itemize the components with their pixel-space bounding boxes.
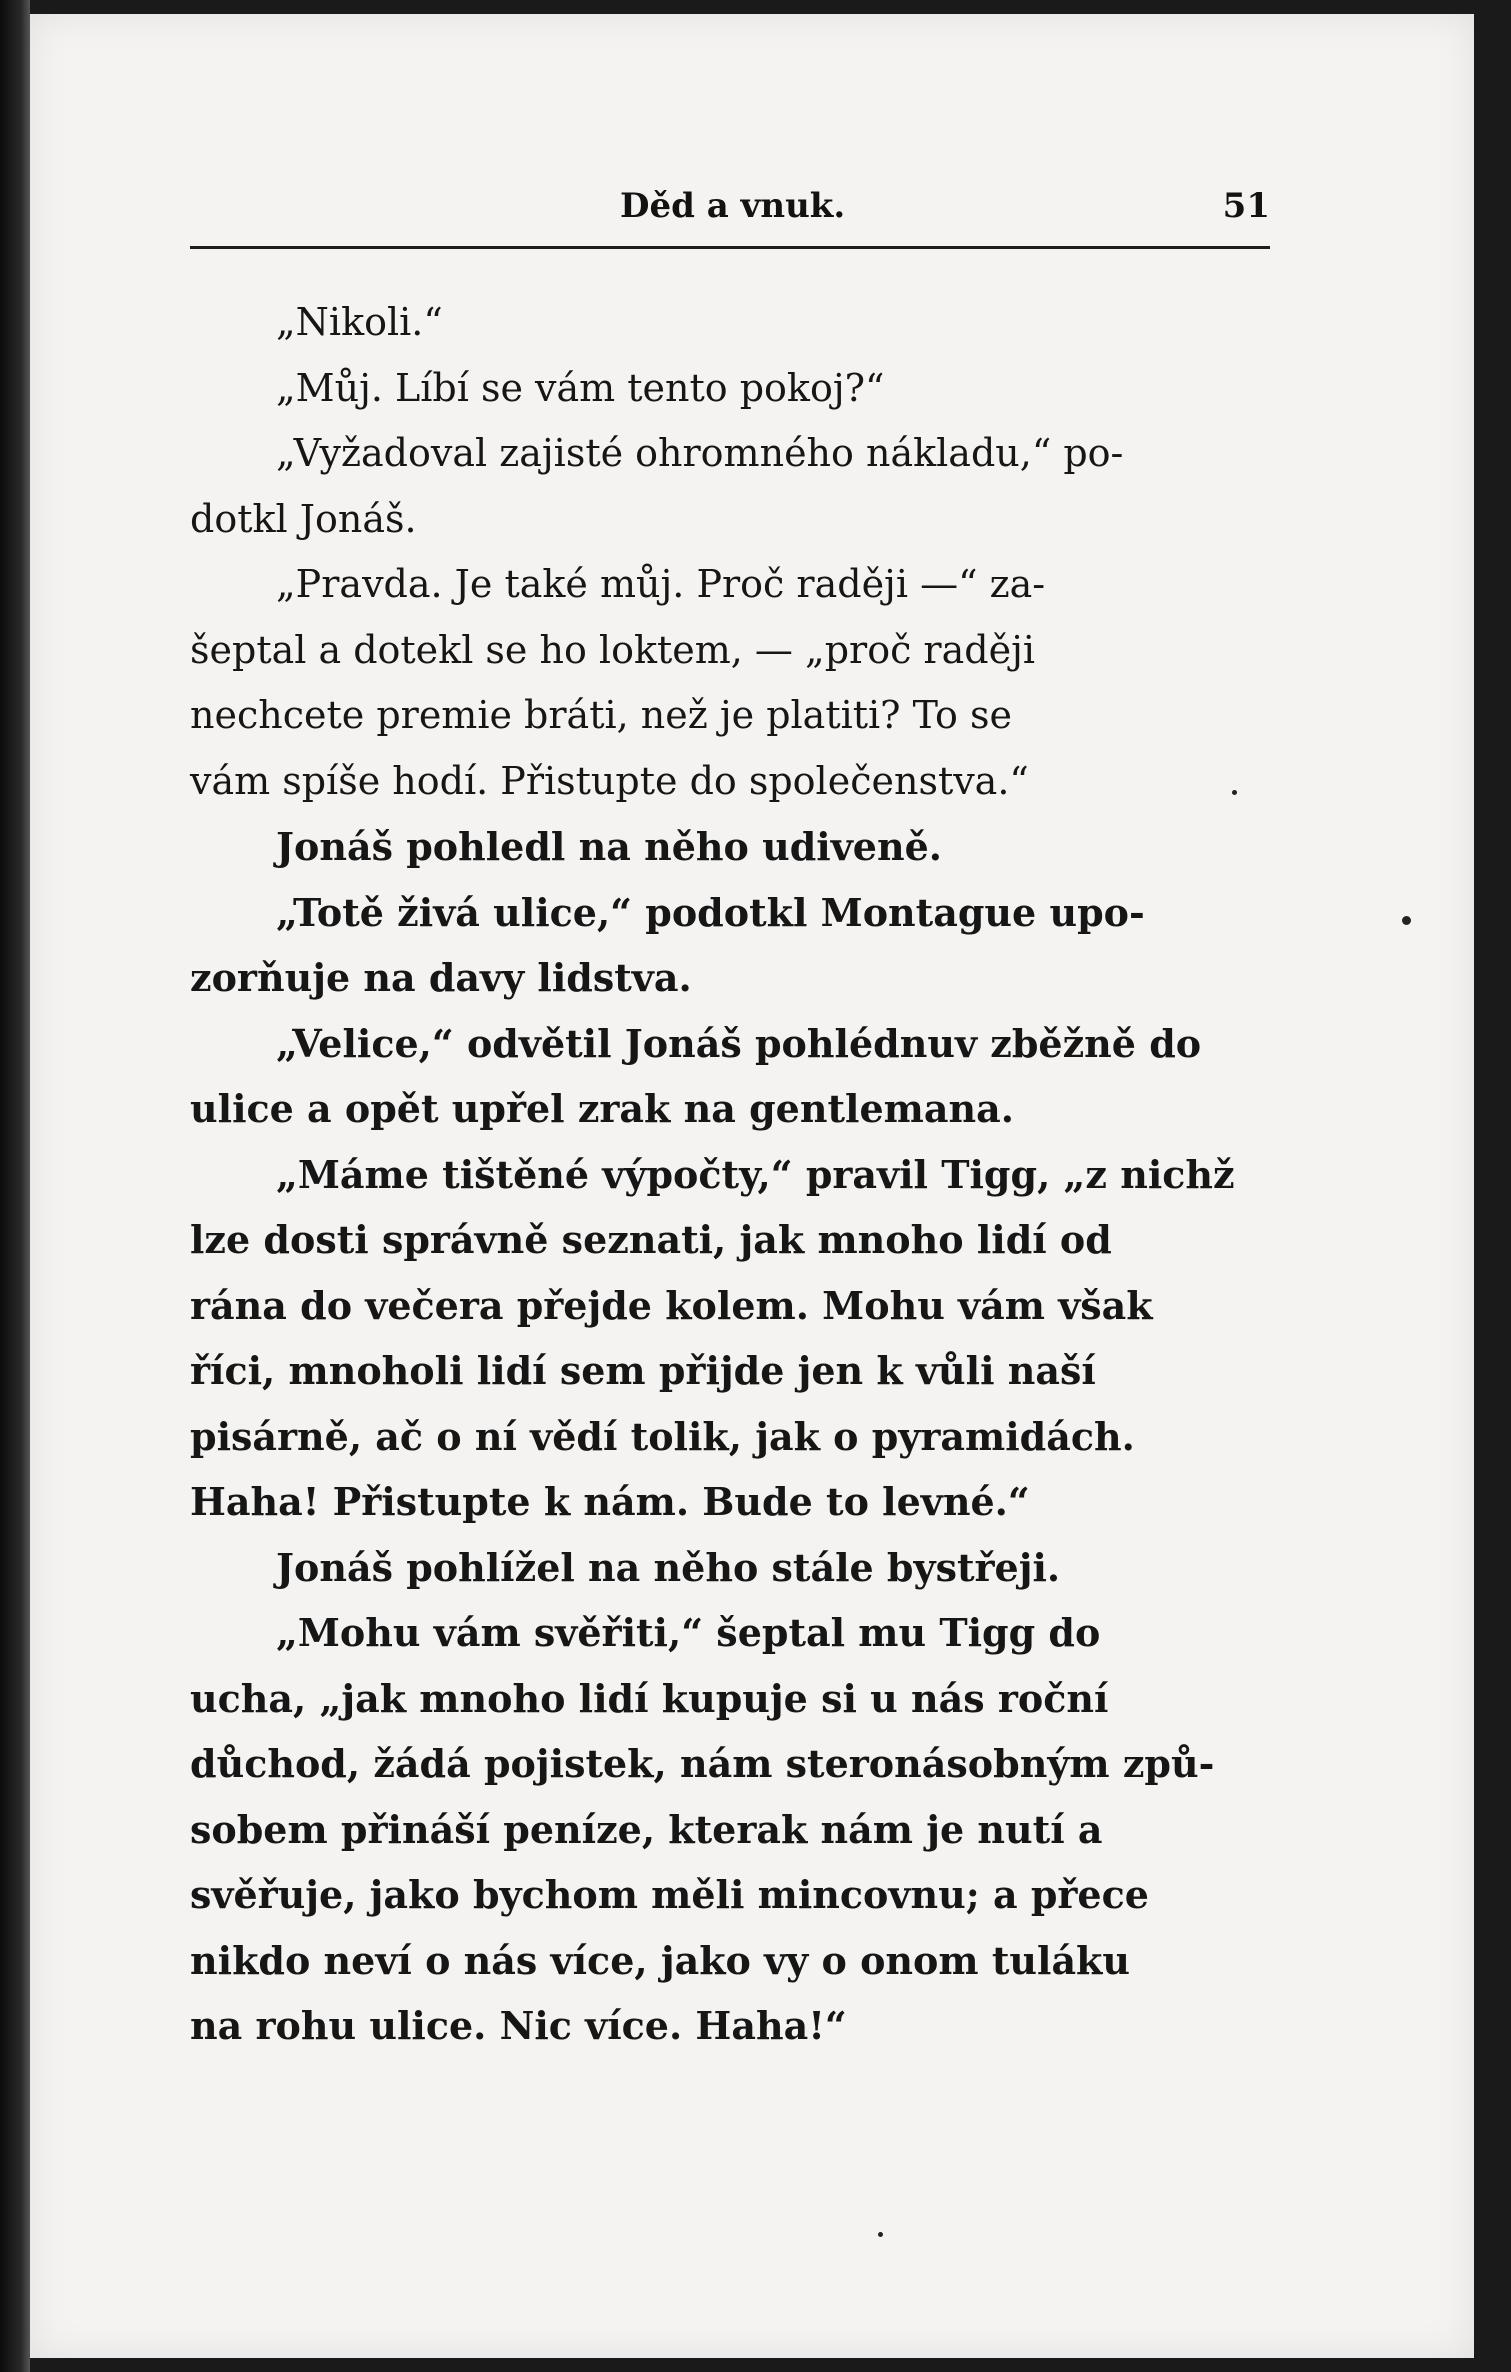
page-number: 51 (1222, 186, 1270, 226)
header-rule (190, 246, 1270, 249)
print-speck (1402, 916, 1411, 925)
paragraph: „Totě živá ulice,“ podotkl Montague upo- zorňuje na davy lidstva. (190, 889, 1145, 1000)
paragraph: „Nikoli.“ (276, 300, 443, 344)
paragraph: „Vyžadoval zajisté ohromného nákladu,“ po- dotkl Jonáš. (190, 431, 1124, 541)
paragraph: „Můj. Líbí se vám tento pokoj?“ (276, 365, 885, 410)
book-spine-shadow (0, 0, 30, 2372)
paragraph: „Pravda. Je také můj. Proč raději —“ za- šeptal a dotekl se ho loktem, — „proč raději nechcete premie bráti, než je platiti? To se vám spíše hodí. Přistupte do společenstva.“ (190, 562, 1046, 803)
paragraph: Jonáš pohledl na něho udiveně. (276, 824, 943, 869)
page-header (190, 178, 1270, 238)
page-body (190, 290, 1280, 2059)
paragraph: „Máme tištěné výpočty,“ pravil Tigg, „z nichž lze dosti správně seznati, jak mnoho lidí od rána do večera přejde kolem. Mohu vám však říci, mnoholi lidí sem přijde jen k vůli naší pisárně, ač o ní vědí tolik, jak o pyramidách. Haha! Přistupte k nám. Bude to levné.“ (190, 1151, 1235, 1524)
paragraph: Jonáš pohlížel na něho stále bystřeji. (276, 1544, 1061, 1590)
paragraph: „Velice,“ odvětil Jonáš pohlédnuv zběžně do ulice a opět upřel zrak na gentlemana. (190, 1020, 1202, 1131)
running-title: Děd a vnuk. (620, 186, 846, 226)
print-speck (878, 2232, 883, 2237)
print-speck (1232, 790, 1237, 795)
paragraph: „Mohu vám svěřiti,“ šeptal mu Tigg do ucha, „jak mnoho lidí kupuje si u nás roční důchod, žádá pojistek, nám steronásobným způ- sobem přináší peníze, kterak nám je nutí a svěřuje, jako bychom měli mincovnu; a přece nikdo neví o nás více, jako vy o onom tuláku na rohu ulice. Nic více. Haha!“ (190, 1610, 1215, 2048)
